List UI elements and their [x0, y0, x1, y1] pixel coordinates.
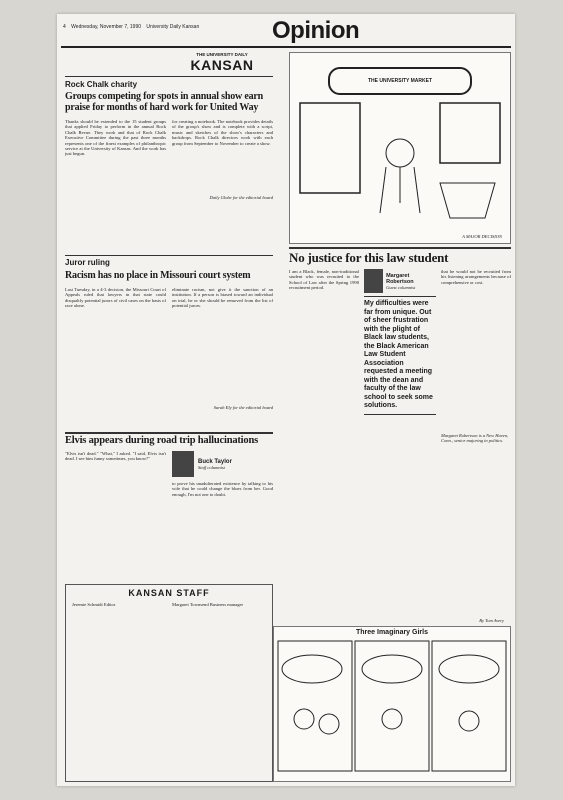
editorial-label: Rock Chalk charity	[65, 80, 138, 89]
pull-quote: My difficulties were far from unique. Out of sheer frustration with the plight of Black law students, the Black American Law Student Association requested a meeting with the dean and faculty of the law school to seek some solutions.	[364, 300, 433, 409]
editorial-1	[65, 80, 273, 200]
masthead-title: KANSAN	[190, 57, 254, 73]
editorial-body-col1: Thanks should be extended to the 15 student groups that applied Friday to perform in the annual Rock Chalk Revue. They work and that of Rock Chalk Executive Committee during the past three months represents one of the finest examples of philanthropic service at the University of Kansas. And the work has just begun.	[65, 119, 166, 157]
staff-col1: Jeremie Schmidt Editor	[72, 602, 116, 607]
masthead-small: THE UNIVERSITY DAILY	[196, 52, 248, 57]
cartoon-caption: A MAJOR DECISION	[462, 234, 502, 239]
editorial-cartoon-market	[289, 52, 511, 244]
guest-role: Guest columnist	[386, 284, 416, 290]
columnist-role: Staff columnist	[198, 464, 225, 470]
elvis-column	[65, 435, 273, 571]
columnist-photo	[172, 451, 194, 477]
editorial-headline: Racism has no place in Missouri court system	[65, 270, 251, 281]
rule	[65, 432, 273, 434]
guest-headline: No justice for this law student	[289, 250, 449, 265]
editorial-label: Juror ruling	[65, 258, 110, 267]
guest-tagline: Margaret Robertson is a New Haven, Conn., senior majoring in politics.	[441, 433, 509, 443]
guest-photo	[364, 269, 383, 293]
page-number: 4	[63, 24, 66, 30]
editorial-2	[65, 258, 273, 410]
editorial-body-col2: for creating a notebook. The notebook provides details of the group's show and is complete with a script, music and sketches of the show's characters and backdrops. Rock Chalk directors work with each group from September to November to create a show.	[172, 119, 273, 146]
editorial-body-col1: Last Tuesday, in a 4-3 decision, the Missouri Court of Appeals ruled that lawyers in that state could disqualify potential jurors of civil cases on the basis of race alone.	[65, 287, 166, 309]
staff-col2: Margaret Townsend Business manager	[172, 602, 244, 607]
staff-box	[65, 584, 273, 782]
rule	[289, 247, 511, 249]
columnist-name: Buck Taylor	[198, 458, 232, 465]
editorial-signature: Sarah Ely for the editorial board	[213, 405, 273, 410]
guest-name: Margaret Robertson	[386, 272, 414, 285]
column-body-col2: to prove his unadulterated existence by talking to his wife that he could change the blues from her. Good enough, I'm not one to doubt.	[172, 481, 273, 497]
cartoon-sign: THE UNIVERSITY MARKET	[328, 67, 472, 95]
cartoon-drawing	[290, 93, 510, 243]
paper-name: University Daily Kansan	[146, 24, 200, 30]
rule	[65, 76, 273, 77]
comic-strip	[273, 618, 511, 782]
rule	[65, 255, 273, 256]
comic-title: Three Imaginary Girls	[356, 629, 428, 636]
guest-body-col3: that he would not be recruited from his listening arrangements because of comprehensive or cost.	[441, 269, 511, 285]
guest-body-col1: I am a Black, female, non-traditional student who was recruited to the School of Law after the Spring 1990 recruitment period.	[289, 269, 359, 291]
guest-column	[289, 250, 511, 609]
comic-credit: By Tom Avery	[479, 618, 504, 623]
newspaper-page	[57, 14, 515, 786]
issue-date: Wednesday, November 7, 1990	[71, 24, 142, 30]
top-rule	[61, 46, 511, 48]
editorial-headline: Groups competing for spots in annual show earn praise for months of hard work for United Way	[65, 91, 263, 113]
section-title: Opinion	[272, 17, 360, 44]
folio	[63, 24, 203, 30]
editorial-signature: Daily Globe for the editorial board	[209, 195, 273, 200]
column-headline: Elvis appears during road trip hallucinations	[65, 435, 258, 446]
column-body-col1: "Elvis isn't dead." "What," I asked. "I said, Elvis isn't dead. I see him funny sometimes, you know?"	[65, 451, 166, 462]
comic-panels	[274, 639, 510, 777]
masthead	[167, 52, 277, 73]
editorial-body-col2: eliminate racism, not give it the sanction of an institution. If a person is biased toward an individual on trial, he or she should be removed from the list of potential jurors.	[172, 287, 273, 309]
staff-box-title: KANSAN STAFF	[128, 588, 210, 598]
